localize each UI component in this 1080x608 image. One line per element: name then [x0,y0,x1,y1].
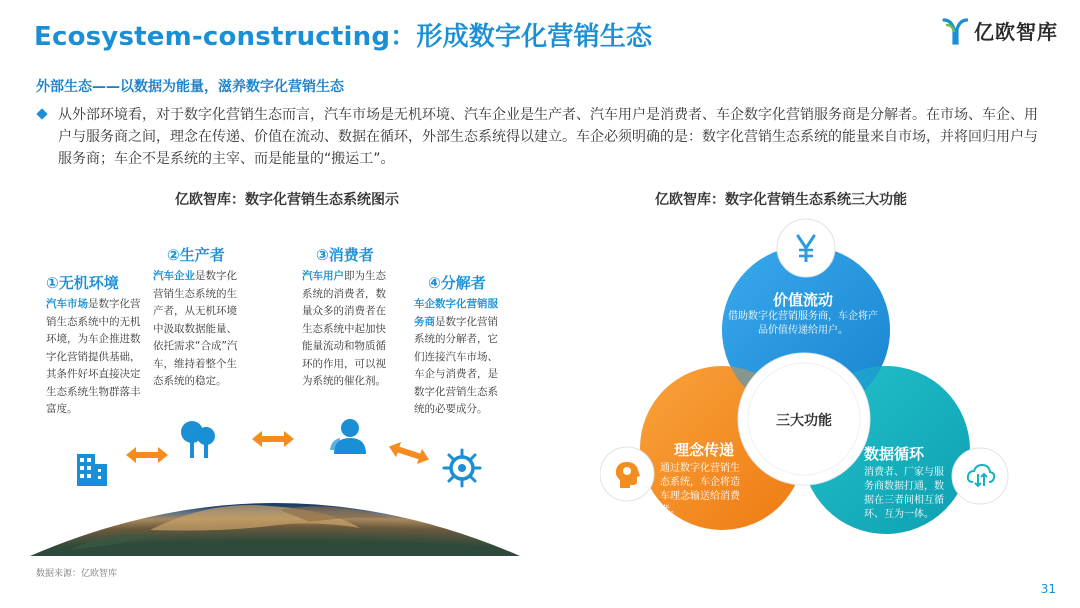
page-title: Ecosystem-constructing：形成数字化营销生态 [34,21,653,52]
user-icon [328,418,368,458]
concept-body: 通过数字化营销生态系统，车企将造车理念输送给消费者。 [660,463,740,516]
column-head: ①无机环境 [46,274,119,292]
yen-icon [790,232,822,268]
brand-logo [942,16,1058,45]
cloud-sync-icon [966,462,996,492]
column-decomposer [414,272,508,419]
value-flow-body: 借助数字化营销服务商，车企将产品价值传递给用户。 [728,311,878,336]
column-body: 是数字化营销生态系统中的无机环境，为车企推进数字化营销提供基础，其条件好坏直接决定生态系统生物群落丰富度。 [46,298,141,415]
value-flow-text [728,290,878,338]
intro-paragraph: 从外部环境看，对于数字化营销生态而言，汽车市场是无机环境、汽车企业是生产者、汽车用户是消费者、车企数字化营销服务商是分解者。在市场、车企、用户与服务商之间，理念在传递、价值在流动、数据在循环，外部生态系统得以建立。车企必须明确的是：数字化营销生态系统的能量来自市场，并将回归用户与服务商；车企不是系统的主宰、而是能量的“搬运工”。 [58,107,1038,167]
column-head: ②生产者 [167,246,225,264]
data-loop-text [864,444,944,522]
column-producer [153,244,247,391]
data-source: 数据来源：亿欧智库 [36,569,118,579]
value-flow-title: 价值流动 [772,291,833,309]
page-number: 31 [1040,582,1056,596]
logo-text: 亿欧智库 [974,20,1058,44]
concept-text [660,440,748,518]
section-subtitle: 外部生态——以数据为能量，滋养数字化营销生态 [36,79,344,95]
trees-icon [178,418,218,464]
intro-bullet [36,104,1046,170]
concept-title: 理念传递 [673,441,734,459]
column-highlight: 汽车市场 [46,298,88,310]
center-label: 三大功能 [776,413,832,429]
column-body: 是数字化营销生态系统的生产者，从无机环境中汲取数据能量、依托需求“合成”汽车，维持着整个生态系统的稳定。 [153,270,238,387]
data-loop-title: 数据循环 [864,445,925,463]
logo-mark-icon [942,17,968,45]
column-highlight: 汽车用户 [302,270,344,282]
column-highlight: 车企数字化营销服务商 [414,298,498,328]
column-body: 是数字化营销系统的分解者，它们连接汽车市场、车企与消费者，是数字化营销生态系统的必要成分。 [414,315,498,415]
left-diagram-heading: 亿欧智库：数字化营销生态系统图示 [175,192,399,208]
column-highlight: 汽车企业 [153,270,195,282]
double-arrow-icon [124,444,170,470]
right-diagram-heading: 亿欧智库：数字化营销生态系统三大功能 [655,192,907,208]
column-head: ④分解者 [428,274,486,292]
double-arrow-icon [250,428,296,454]
column-body: 即为生态系统的消费者，数量众多的消费者在生态系统中起加快能量流动和物质循环的作用，可以视为系统的催化剂。 [302,270,386,387]
double-arrow-icon [386,442,432,468]
data-loop-body: 消费者、厂家与服务商数据打通，数据在三者间相互循环、互为一体。 [864,467,944,520]
column-consumer [302,244,396,391]
virus-icon [442,448,482,492]
bullet-diamond-icon [36,108,47,119]
column-inorganic [46,272,142,419]
column-head: ③消费者 [316,246,374,264]
building-icon [74,448,112,492]
lightbulb-head-icon [614,460,642,494]
